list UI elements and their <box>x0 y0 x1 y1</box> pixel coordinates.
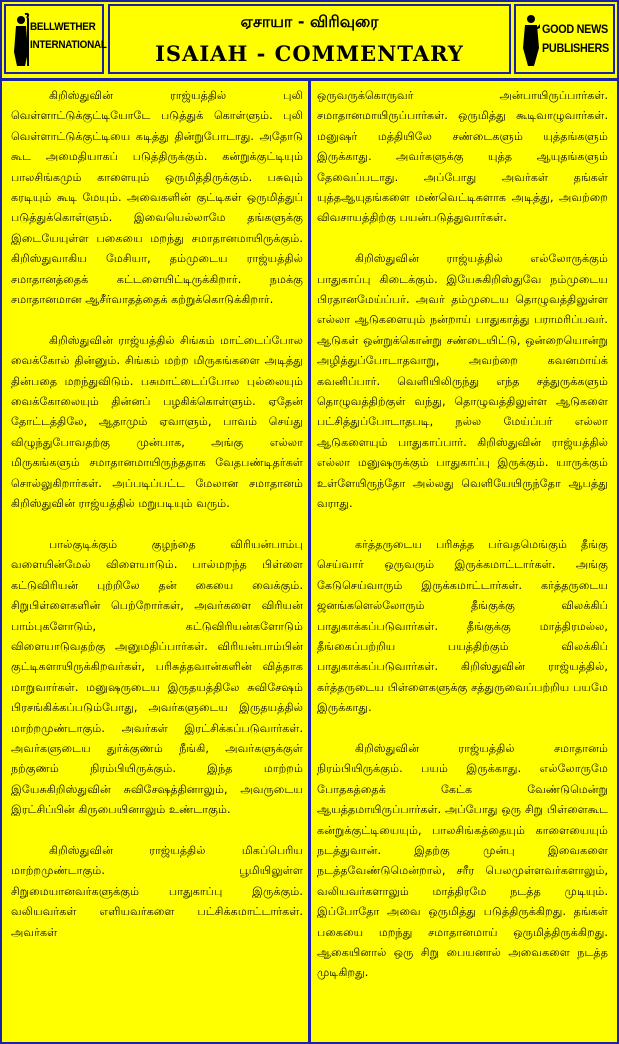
paragraph: கிறிஸ்துவின் ராஜ்யத்தில் மிகப்பெரிய மாற்றமுண்டாகும். பூமியிலுள்ள சிறுமையானவர்களுக்கும் பாதுகாப்பு இருக்கும். வலியவர்கள் எளியவர்களை பட்சிக்கமாட்டார்கள். அவர்கள் <box>11 843 303 939</box>
paragraph: கிறிஸ்துவின் ராஜ்யத்தில் சமாதானம் நிரம்பியிருக்கும். பயம் இருக்காது. எல்லோருமே போதகத்தைக் கேட்க வேண்டுமென்று ஆயத்தமாயிருப்பார்கள். அப்போது ஒரு சிறு பிள்ளைகூட கன்றுக்குட்டியையும், பாலசிங்கத்தையும் காளையையும் நடத்துவான். இதற்கு முன்பு இவைகளை நடத்தவேண்டுமென்றால், சரீர பெலமுள்ளவர்களாலும், வலியவர்களாலும் மாத்திரமே நடத்த முடியும். இப்போதோ அவை ஒருமித்து படுத்திருக்கிறது. தங்கள் பகையை மறந்து சமாதானமாய் ஒருமித்திருக்கிறது. ஆகையினால் ஒரு சிறு பையனால் அவைகளை நடத்த முடிகிறது. <box>317 741 608 980</box>
left-column <box>11 86 303 963</box>
good-news-logo-text <box>542 20 609 58</box>
paragraph: கிறிஸ்துவின் ராஜ்யத்தில் சிங்கம் மாட்டைப்போல வைக்கோல் தின்னும். சிங்கம் மற்ற மிருகங்களை அடித்து தின்பதை மறந்துவிடும். பசுமாட்டைப்போல புல்லையும் வைக்கோலையும் தின்னப் பழகிக்கொள்ளும். ஏதேன் தோட்டத்திலே, ஆதாமும் ஏவாளும், பாவம் செய்து விழுந்துபோவதற்கு முன்பாக, அங்கு எல்லா மிருகங்களும் சமாதானமாயிருந்ததாக வேதபண்டிதர்கள் சொல்லுகிறார்கள். அப்படிப்பட்ட மேலான சமாதானம் கிறிஸ்துவின் ராஜ்யத்தில் மறுபடியும் வரும். <box>11 333 303 511</box>
publisher-left-line1: BELLWETHER <box>30 21 96 33</box>
shepherd-figure-icon <box>12 12 30 68</box>
title-english: ISAIAH - COMMENTARY <box>155 41 464 66</box>
paragraph: பால்குடிக்கும் குழந்தை விரியன்பாம்பு வளையின்மேல் விளையாடும். பால்மறந்த பிள்ளை கட்டுவிரியன் புற்றிலே தன் கையை வைக்கும். சிறுபிள்ளைகளின் பெற்றோர்கள், அவர்களை விரியன் பாம்புகளோடும், கட்டுவிரியன்களோடும் விளையாடுவதற்கு அனுமதிப்பார்கள். விரியன்பாம்பின் குட்டிகளாயிருக்கிறவர்கள், பரிசுத்தவான்களின் வித்தாக மாறுவார்கள். மனுஷருடைய இருதயத்திலே சுவிசேஷம் பிரசங்கிக்கப்படும்போது, அவர்களுடைய இருதயத்தில் மாற்றமுண்டாகும். அவர்கள் இரட்சிக்கப்படுவார்கள். அவர்களுடைய துர்க்குணம் நீங்கி, அவர்களுக்குள் நற்குணம் நிரம்பியிருக்கும். இந்த மாற்றம் இயேசுகிறிஸ்துவின் சுவிசேஷத்தினாலும், அவருடைய இரட்சிப்பின் கிருபையினாலும் உண்டாகும். <box>11 537 303 817</box>
paragraph: ஒருவருக்கொருவர் அன்பாயிருப்பார்கள். சமாதானமாயிருப்பார்கள். ஒருமித்து கூடிவாழுவார்கள். மனுஷர் மத்தியிலே சண்டைகளும் யுத்தங்களும் இருக்காது. அவர்களுக்கு யுத்த ஆயுதங்களும் தேவைப்படாது. அப்போது அவர்கள் தங்கள் யுத்தஆயுதங்களை மண்வெட்டிகளாக அடித்து, அவற்றை விவசாயத்திற்கு பயன்படுத்துவார்கள். <box>317 89 608 225</box>
column-divider <box>308 81 311 1042</box>
paragraph: கிறிஸ்துவின் ராஜ்யத்தில் எல்லோருக்கும் பாதுகாப்பு கிடைக்கும். இயேசுகிறிஸ்துவே நம்முடைய பிரதானமேய்ப்பர். அவர் தம்முடைய தொழுவத்திலுள்ள எல்லா ஆடுகளையும் நன்றாய் பாதுகாத்து பராமரிப்பவர். ஆடுகள் ஒன்றுக்கொன்று சண்டையிட்டு, ஒன்றையொன்று அழித்துப்போடாதவாறு, அவற்றை கவனமாய்க் கவனிப்பார். வெளியிலிருந்து எந்த சத்துருக்களும் தொழுவத்திற்குள் வந்து, தொழுவத்திலுள்ள ஆடுகளை பட்சித்துப்போடாதபடி, நல்ல மேய்ப்பர் எல்லா ஆடுகளையும் பாதுகாப்பார். கிறிஸ்துவின் ராஜ்யத்தில் எல்லா மனுஷருக்கும் பாதுகாப்பு இருக்கும். யாருக்கும் உள்ளேயிருந்தோ அல்லது வெளியேயிருந்தோ ஆபத்து வராது. <box>317 252 608 511</box>
publisher-left-line2: INTERNATIONAL <box>30 39 107 51</box>
messenger-figure-icon <box>522 12 540 68</box>
publisher-right-line1: GOOD NEWS <box>542 22 608 36</box>
good-news-logo <box>514 4 615 74</box>
publisher-right-line2: PUBLISHERS <box>542 41 609 55</box>
paragraph: கிறிஸ்துவின் ராஜ்யத்தில் புலி வெள்ளாட்டுக்குட்டியோடே படுத்துக் கொள்ளும். புலி வெள்ளாட்டுக்குட்டியை கடித்து தின்றுபோடாது. அதோடு கூட அமைதியாகப் படுத்திருக்கும். கன்றுக்குட்டியும் பாலசிங்கமும் காளையும் ஒருமித்திருக்கும். பசுவும் கரடியும் கூடி மேயும். அவைகளின் குட்டிகள் ஒருமித்துப் படுத்துக்கொள்ளும். இவையெல்லாமே தங்களுக்கு இடையேயுள்ள பகையை மறந்து சமாதானமாயிருக்கும். கிறிஸ்துவாகிய மேசியா, தம்முடைய ராஜ்யத்தில் சமாதானத்தைக் கட்டளையிட்டிருக்கிறார். நமக்கு சமாதானமான ஆசீர்வாதத்தைக் கற்றுக்கொடுக்கிறார். <box>11 89 303 307</box>
paragraph: கர்த்தருடைய பரிசுத்த பர்வதமெங்கும் தீங்கு செய்வார் ஒருவரும் இருக்கமாட்டார்கள். அங்கு கேடுசெய்வாரும் இருக்கமாட்டார்கள். கர்த்தருடைய ஜனங்களெல்லோரும் தீங்குக்கு விலக்கிப் பாதுகாக்கப்படுவார்கள். தீங்குக்கு மாத்திரமல்ல, தீங்கைப்பற்றிய பயத்திற்கும் விலக்கிப் பாதுகாக்கப்படுவார்கள். கிறிஸ்துவின் ராஜ்யத்தில், கர்த்தருடைய பிள்ளைகளுக்கு சத்துருவைப்பற்றிய பயமே இருக்காது. <box>317 537 608 715</box>
title-box <box>108 4 511 74</box>
title-tamil: ஏசாயா - விரிவுரை <box>240 12 379 31</box>
right-column <box>317 86 608 1004</box>
bellwether-logo-text <box>30 18 107 54</box>
bellwether-logo <box>4 4 107 74</box>
header <box>2 2 617 81</box>
